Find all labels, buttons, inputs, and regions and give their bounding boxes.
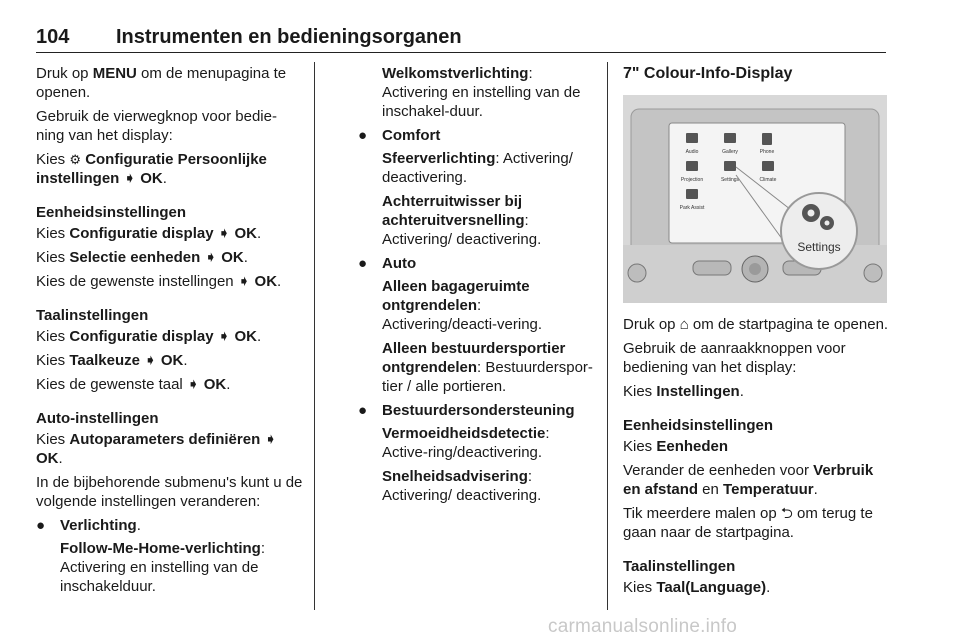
arrow-icon: ➧ — [264, 431, 277, 448]
instruction: Verander de eenheden voor Verbruik en afstand en Temperatuur. — [623, 462, 874, 498]
bullet-icon: ● — [36, 517, 46, 534]
instruction: Kies Configuratie display ➧ OK. — [36, 328, 262, 345]
list-subitem: Welkomstverlichting: Activering en instelling van de inschakel-duur. — [382, 65, 581, 120]
column-right — [623, 64, 891, 602]
instruction: Kies Selectie eenheden ➧ OK. — [36, 249, 248, 266]
arrow-icon: ➧ — [217, 225, 231, 242]
back-icon: ⮌ — [780, 505, 793, 522]
section-heading: Eenheidsinstellingen — [36, 204, 187, 221]
column-left — [36, 64, 304, 601]
app-label-settings: Settings — [720, 177, 740, 183]
list-subitem: Achterruitwisser bij achteruitversnelling: Activering/ deactivering. — [382, 193, 542, 248]
page-number: 104 — [36, 26, 70, 48]
app-label-climate: Climate — [759, 177, 777, 183]
instruction: Kies Autoparameters definiëren ➧ OK. — [36, 431, 277, 467]
display-illustration — [623, 95, 887, 303]
callout-settings-label: Settings — [797, 240, 841, 254]
instruction: Kies Configuratie display ➧ OK. — [36, 225, 262, 242]
list-subitem: Vermoeidheidsdetectie: Active-ring/deactivering. — [382, 425, 550, 461]
bullet-icon: ● — [358, 127, 368, 144]
home-icon: ⌂ — [679, 316, 689, 333]
column-divider — [607, 62, 608, 610]
app-label-projection: Projection — [680, 177, 704, 183]
instruction: Kies Eenheden — [623, 438, 729, 455]
instruction: Kies de gewenste taal ➧ OK. — [36, 376, 231, 393]
instruction: Kies de gewenste instellingen ➧ OK. — [36, 273, 282, 290]
arrow-icon: ➧ — [217, 328, 231, 345]
list-item: ● Comfort — [358, 127, 441, 144]
paragraph: Gebruik de vierwegknop voor bedie-ning van het display: — [36, 108, 277, 144]
app-label-audio: Audio — [685, 149, 699, 155]
section-title: 7" Colour-Info-Display — [623, 65, 793, 82]
paragraph: Kies Instellingen. — [623, 383, 744, 400]
paragraph: Kies ⚙ Configuratie Persoonlijke instellingen ➧ OK. — [36, 151, 267, 187]
section-heading: Taalinstellingen — [36, 307, 149, 324]
list-item: ● Auto — [358, 255, 417, 272]
page-title: Instrumenten en bedieningsorganen — [116, 26, 462, 48]
list-subitem: Sfeerverlichting: Activering/ deactivering. — [382, 150, 573, 186]
list-item: ● Bestuurdersondersteuning — [358, 402, 575, 419]
arrow-icon: ➧ — [204, 249, 218, 266]
paragraph: Druk op MENU om de menupagina te openen. — [36, 65, 287, 101]
column-middle — [358, 64, 594, 510]
instruction: Kies Taal(Language). — [623, 579, 771, 596]
bullet-icon: ● — [358, 255, 368, 272]
app-label-phone: Phone — [759, 149, 775, 155]
list-subitem: Alleen bestuurdersportier ontgrendelen: Bestuurderspor-tier / alle portieren. — [382, 340, 593, 395]
app-label-gallery: Gallery — [722, 149, 738, 155]
paragraph: Gebruik de aanraakknoppen voor bediening van het display: — [623, 340, 846, 376]
list-item: ● Verlichting. — [36, 517, 141, 534]
bullet-icon: ● — [358, 402, 368, 419]
app-label-park-assist: Park Assist — [679, 205, 705, 211]
page-header — [36, 24, 886, 53]
list-subitem: Alleen bagageruimte ontgrendelen: Activering/deacti-vering. — [382, 278, 543, 333]
arrow-icon: ➧ — [186, 376, 200, 393]
paragraph: Druk op ⌂ om de startpagina te openen. — [623, 316, 889, 333]
instruction: Kies Taalkeuze ➧ OK. — [36, 352, 188, 369]
list-subitem: Follow-Me-Home-verlichting: Activering en instelling van de inschakelduur. — [60, 540, 266, 595]
paragraph: In de bijbehorende submenu's kunt u de volgende instellingen veranderen: — [36, 474, 303, 510]
arrow-icon: ➧ — [237, 273, 251, 290]
instruction: Tik meerdere malen op ⮌ om terug te gaan naar de startpagina. — [623, 505, 873, 541]
section-heading: Taalinstellingen — [623, 558, 736, 575]
watermark: carmanualsonline.info — [548, 616, 738, 637]
arrow-icon: ➧ — [144, 352, 157, 369]
settings-icon: ⚙ — [69, 152, 82, 167]
list-subitem: Snelheidsadvisering: Activering/ deactivering. — [382, 468, 542, 504]
arrow-icon: ➧ — [123, 170, 137, 187]
column-divider — [314, 62, 315, 610]
section-heading: Eenheidsinstellingen — [623, 417, 774, 434]
section-heading: Auto-instellingen — [36, 410, 159, 427]
